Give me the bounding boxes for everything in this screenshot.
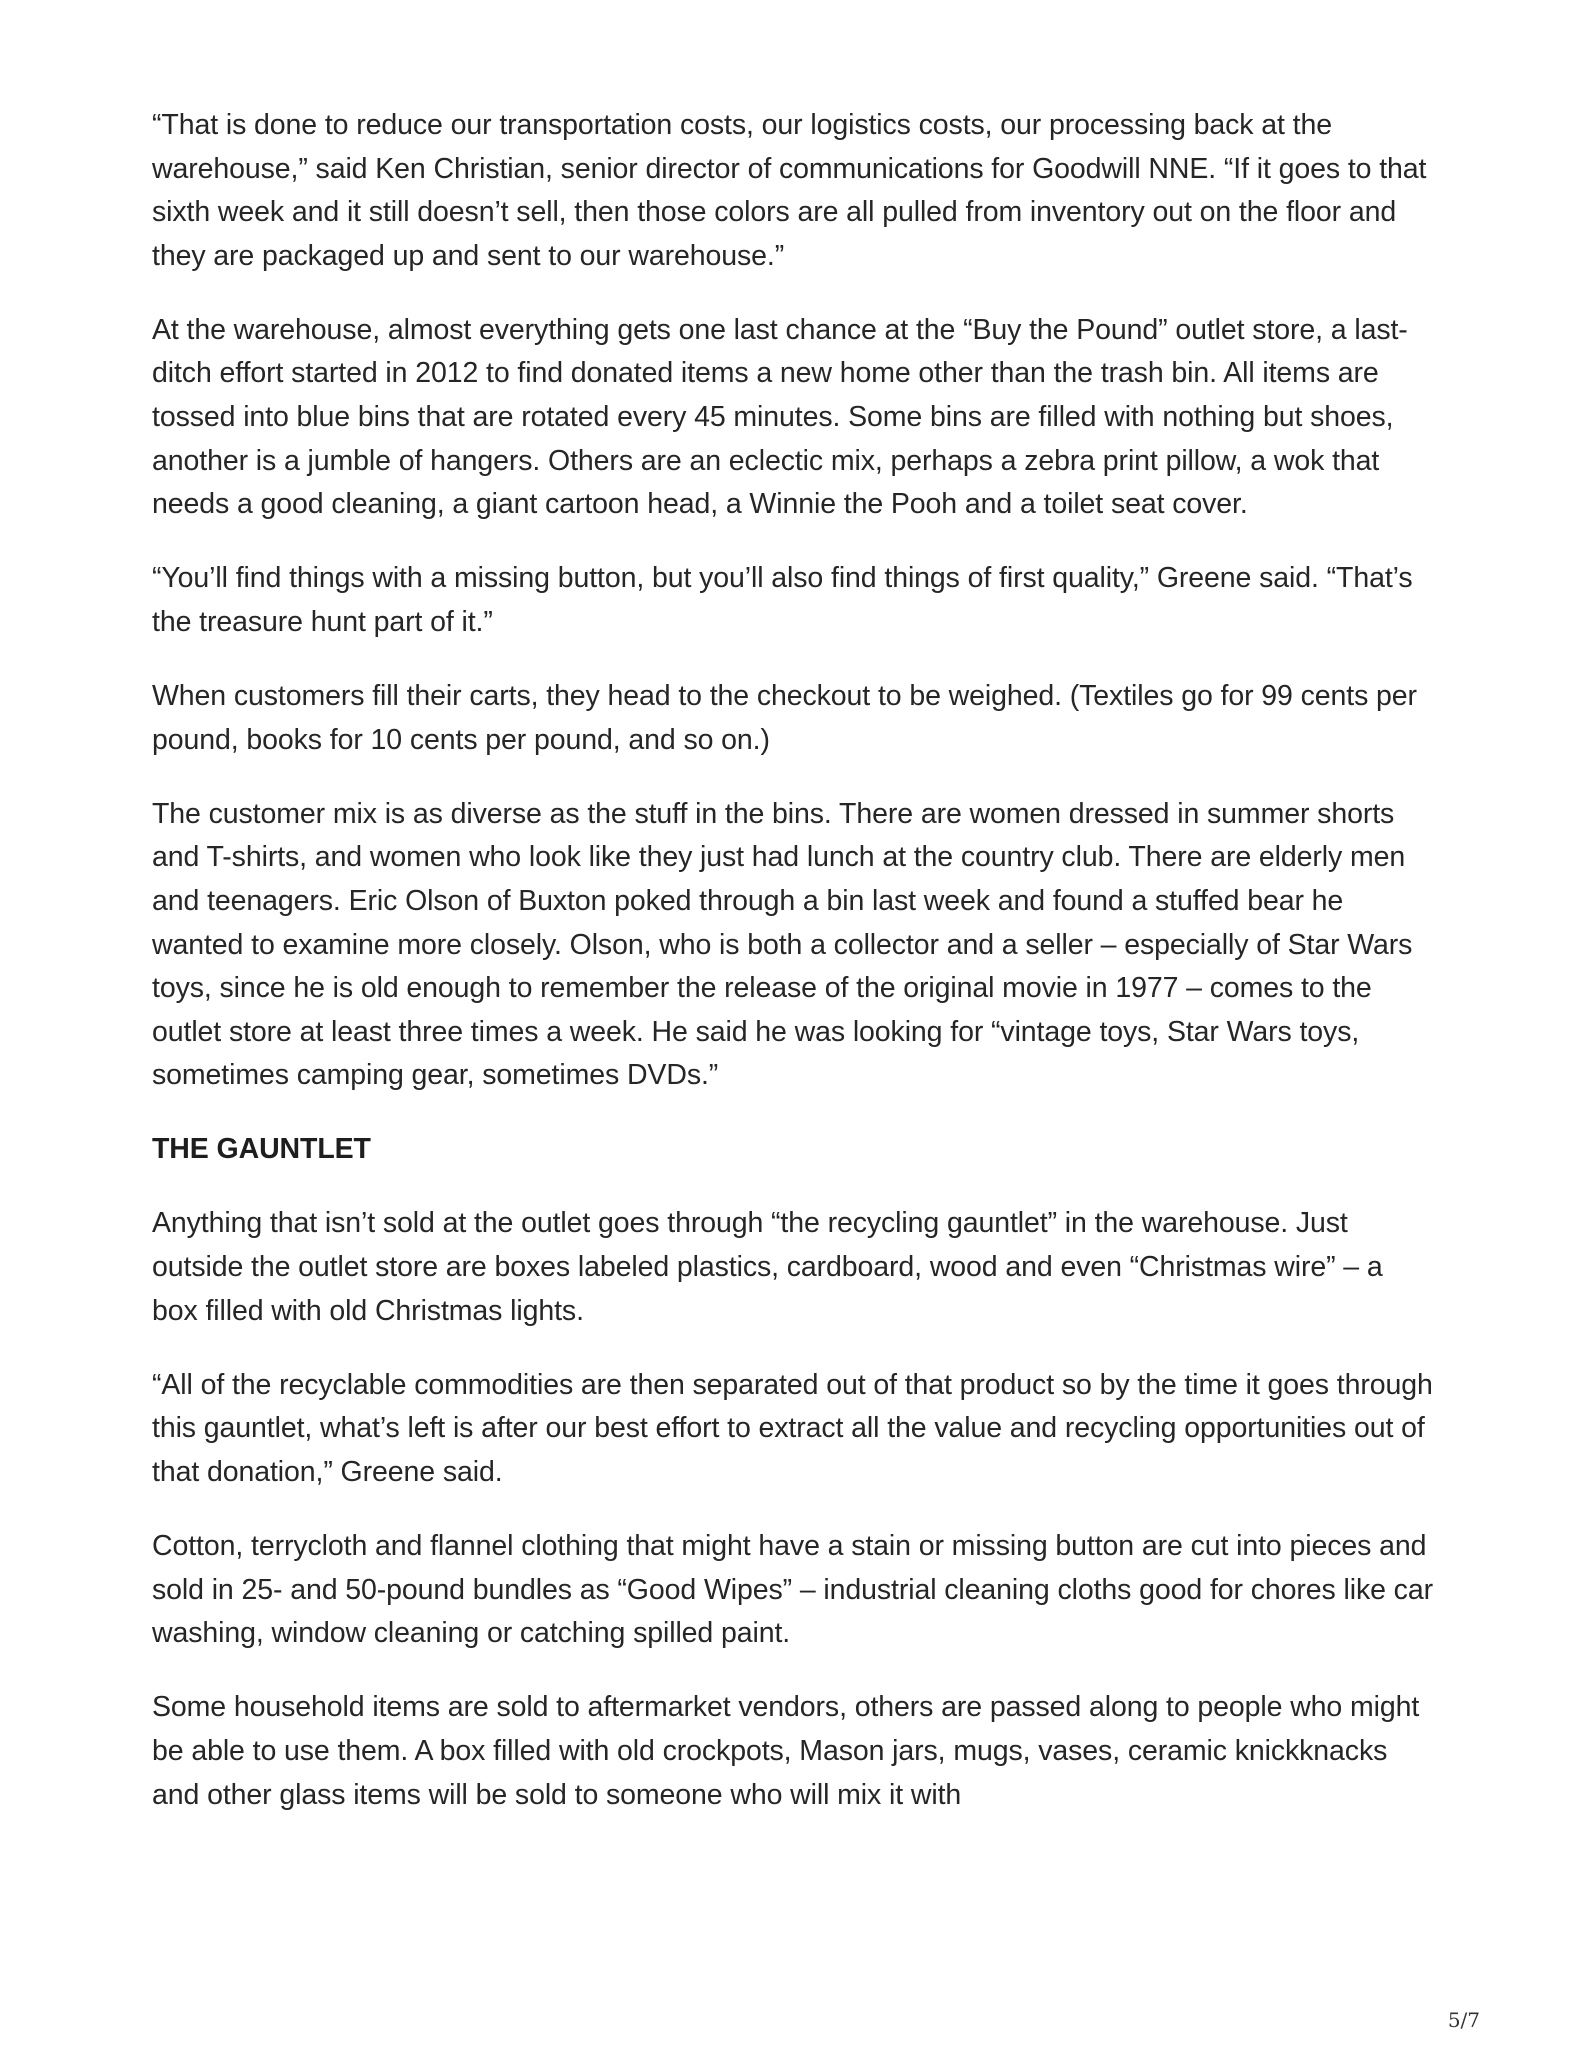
article-body bbox=[152, 104, 1434, 1848]
paragraph-checkout-weighing: When customers fill their carts, they head to the checkout to be weighed. (Textiles go for 99 cents per pound, books for 10 cents per pound, and so on.) bbox=[152, 680, 1417, 756]
page-number: 5/7 bbox=[1447, 2008, 1480, 2032]
paragraph-buy-the-pound: At the warehouse, almost everything gets one last chance at the “Buy the Pound” outlet store, a last-ditch effort started in 2012 to find donated items a new home other than the trash bin. All items are tossed into blue bins that are rotated every 45 minutes. Some bins are filled with nothing but shoes, another is a jumble of hangers. Others are an eclectic mix, perhaps a zebra print pillow, a wok that needs a good cleaning, a giant cartoon head, a Winnie the Pooh and a toilet seat cover. bbox=[152, 313, 1408, 521]
paragraph-recyclable-commodities: “All of the recyclable commodities are then separated out of that product so by the time it goes through this gauntlet, what’s left is after our best effort to extract all the value and recycling opportunities out of that donation,” Greene said. bbox=[152, 1368, 1433, 1488]
paragraph-recycling-gauntlet: Anything that isn’t sold at the outlet goes through “the recycling gauntlet” in the warehouse. Just outside the outlet store are boxes labeled plastics, cardboard, wood and even “Christmas wire” – a box filled with old Christmas lights. bbox=[152, 1207, 1383, 1327]
section-heading: THE GAUNTLET bbox=[152, 1133, 371, 1166]
paragraph-customer-mix: The customer mix is as diverse as the stuff in the bins. There are women dressed in summer shorts and T-shirts, and women who look like they just had lunch at the country club. There are elderly men and teenagers. Eric Olson of Buxton poked through a bin last week and found a stuffed bear he wanted to examine more closely. Olson, who is both a collector and a seller – especially of Star Wars toys, since he is old enough to remember the release of the original movie in 1977 – comes to the outlet store at least three times a week. He said he was looking for “vintage toys, Star Wars toys, sometimes camping gear, sometimes DVDs.” bbox=[152, 797, 1413, 1092]
paragraph-good-wipes: Cotton, terrycloth and flannel clothing that might have a stain or missing button are cut into pieces and sold in 25- and 50-pound bundles as “Good Wipes” – industrial cleaning cloths good for chores like car washing, window cleaning or catching spilled paint. bbox=[152, 1530, 1433, 1650]
paragraph-transport-costs: “That is done to reduce our transportation costs, our logistics costs, our processing back at the warehouse,” said Ken Christian, senior director of communications for Goodwill NNE. “If it goes to that sixth week and it still doesn’t sell, then those colors are all pulled from inventory out on the floor and they are packaged up and sent to our warehouse.” bbox=[152, 109, 1427, 272]
paragraph-household-items: Some household items are sold to aftermarket vendors, others are passed along to people who might be able to use them. A box filled with old crockpots, Mason jars, mugs, vases, ceramic knickknacks and other glass items will be sold to someone who will mix it with bbox=[152, 1691, 1420, 1811]
paragraph-treasure-hunt: “You’ll find things with a missing button, but you’ll also find things of first quality,” Greene said. “That’s the treasure hunt part of it.” bbox=[152, 562, 1413, 638]
